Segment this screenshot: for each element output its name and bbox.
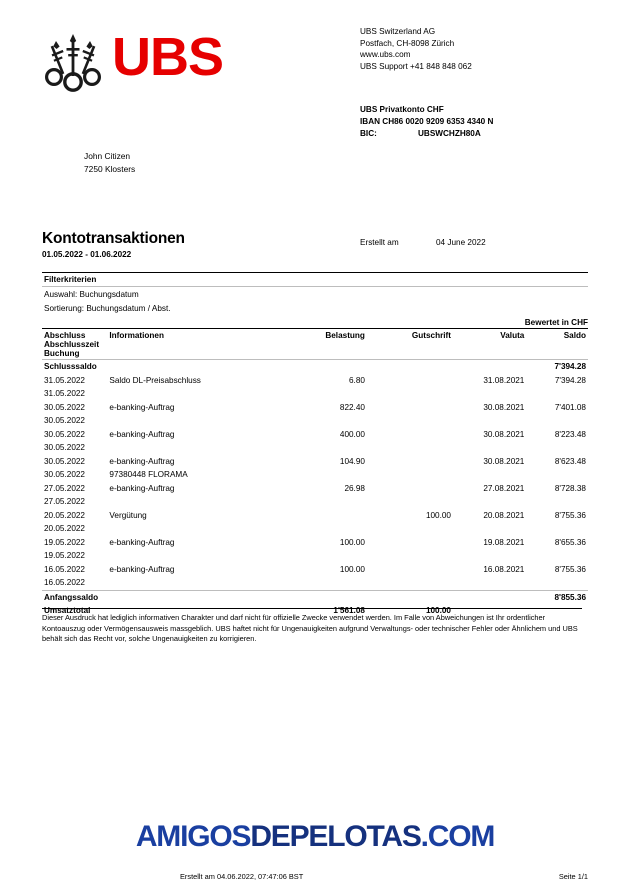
row-info2 (107, 495, 280, 509)
table-row (42, 401, 588, 415)
row-debit: 400.00 (339, 429, 365, 439)
row-saldo: 8'755.36 (554, 510, 586, 520)
account-bic-value: UBSWCHZH80A (418, 129, 481, 138)
row-spacer (453, 576, 526, 590)
row-spacer (367, 441, 453, 455)
row-spacer (281, 441, 367, 455)
row-valuta: 16.08.2021 (483, 564, 525, 574)
title-block (42, 230, 588, 259)
table-row (42, 536, 588, 550)
footer-created: Erstellt am 04.06.2022, 07:47:06 BST (180, 872, 304, 881)
row-date: 27.05.2022 (44, 483, 85, 493)
row-info2 (107, 414, 280, 428)
table-subrow (42, 387, 588, 401)
row-credit: 100.00 (425, 510, 451, 520)
row-date: 30.05.2022 (44, 456, 85, 466)
closing-balance-saldo: 7'394.28 (526, 360, 588, 374)
opening-balance-saldo: 8'855.36 (526, 590, 588, 604)
closing-balance-row (42, 360, 588, 374)
row-credit (367, 428, 453, 442)
company-line: UBS Support +41 848 848 062 (360, 61, 472, 71)
row-valuta: 31.08.2021 (483, 375, 525, 385)
table-row (42, 428, 588, 442)
row-saldo: 7'394.28 (554, 375, 586, 385)
date-range: 01.05.2022 - 01.06.2022 (42, 250, 132, 259)
row-credit (367, 455, 453, 469)
company-line: Postfach, CH-8098 Zürich (360, 38, 455, 48)
row-info: Saldo DL-Preisabschluss (109, 375, 201, 385)
created-label: Erstellt am (360, 238, 399, 247)
row-debit: 26.98 (344, 483, 365, 493)
company-address (360, 26, 472, 72)
account-product: UBS Privatkonto CHF (360, 105, 444, 114)
account-details (360, 104, 493, 140)
table-header-row (42, 329, 588, 360)
row-debit: 822.40 (339, 402, 365, 412)
row-spacer (526, 414, 588, 428)
row-spacer (281, 495, 367, 509)
turnover-credit: 100.00 (425, 606, 451, 615)
row-info2 (107, 441, 280, 455)
filter-title: Filterkriterien (42, 272, 588, 287)
row-spacer (367, 522, 453, 536)
watermark-part3: .COM (420, 820, 495, 853)
header-date-l2: Abschlusszeit (44, 340, 100, 349)
row-spacer (281, 468, 367, 482)
filter-sorting: Sortierung: Buchungsdatum / Abst. (44, 304, 171, 313)
row-debit: 100.00 (339, 564, 365, 574)
row-info: e-banking-Auftrag (109, 402, 175, 412)
row-saldo: 8'623.48 (554, 456, 586, 466)
watermark-part1: AMIGOS (135, 820, 251, 853)
row-spacer (526, 576, 588, 590)
account-bic-label: BIC: (360, 129, 377, 138)
row-info2: 97380448 FLORAMA (109, 470, 188, 479)
row-spacer (281, 522, 367, 536)
row-spacer (526, 441, 588, 455)
watermark (0, 820, 630, 854)
closing-balance-credit (367, 360, 453, 374)
row-credit (367, 563, 453, 577)
opening-balance-label: Anfangssaldo (42, 590, 107, 604)
table-subrow (42, 576, 588, 590)
row-saldo: 8'728.38 (554, 483, 586, 493)
account-iban: IBAN CH86 0020 9209 6353 4340 N (360, 117, 494, 126)
row-info: e-banking-Auftrag (109, 483, 175, 493)
row-spacer (526, 468, 588, 482)
transactions-table (42, 328, 588, 618)
row-spacer (453, 441, 526, 455)
row-spacer (367, 387, 453, 401)
row-spacer (453, 414, 526, 428)
row-saldo: 7'401.08 (554, 402, 586, 412)
row-debit: 100.00 (339, 537, 365, 547)
addressee-city: 7250 Klosters (84, 164, 136, 174)
row-spacer (367, 414, 453, 428)
row-info: e-banking-Auftrag (109, 564, 175, 574)
row-spacer (526, 387, 588, 401)
filter-selection: Auswahl: Buchungsdatum (44, 290, 139, 299)
company-line: www.ubs.com (360, 50, 411, 59)
row-info2 (107, 576, 280, 590)
row-date2: 31.05.2022 (44, 389, 85, 398)
row-valuta: 20.08.2021 (483, 510, 525, 520)
row-date2: 27.05.2022 (44, 497, 85, 506)
row-info2 (107, 387, 280, 401)
row-credit (367, 482, 453, 496)
row-date: 30.05.2022 (44, 402, 85, 412)
account-bic-row (360, 128, 493, 140)
row-date2: 30.05.2022 (44, 470, 85, 479)
table-row (42, 563, 588, 577)
row-saldo: 8'223.48 (554, 429, 586, 439)
row-spacer (453, 495, 526, 509)
header-date-l3: Buchung (44, 349, 80, 358)
valuation-note: Bewertet in CHF (524, 318, 588, 327)
row-date: 19.05.2022 (44, 537, 85, 547)
row-date2: 16.05.2022 (44, 578, 85, 587)
transactions-section (42, 318, 588, 618)
closing-balance-valuta (453, 360, 526, 374)
opening-balance-valuta (453, 590, 526, 604)
row-info: Vergütung (109, 510, 147, 520)
watermark-part2: DEPELOTAS (250, 820, 421, 853)
table-row (42, 482, 588, 496)
row-valuta: 19.08.2021 (483, 537, 525, 547)
row-saldo: 8'755.36 (554, 564, 586, 574)
table-subrow (42, 414, 588, 428)
row-spacer (281, 387, 367, 401)
disclaimer-text: Dieser Ausdruck hat lediglich informativen Charakter und darf nicht für offizielle Zwecke verwendet werden. Im Falle von Abweichungen ist Ihr ordentlicher Kontoauszug oder Vermögensausweis massgeblich. UBS haftet nicht für Ungenauigkeiten aufgrund Verwaltungs- oder technischer Fehler oder Ähnlichem und UBS behält sich das Recht vor, solche Ungenauigkeiten zu korrigieren. (42, 608, 582, 645)
table-subrow (42, 441, 588, 455)
row-credit (367, 401, 453, 415)
row-spacer (526, 495, 588, 509)
row-spacer (367, 468, 453, 482)
closing-balance-label: Schlusssaldo (42, 360, 107, 374)
filter-criteria (42, 272, 588, 315)
addressee-block (84, 150, 135, 176)
row-info2 (107, 522, 280, 536)
row-info: e-banking-Auftrag (109, 429, 175, 439)
page-title: Kontotransaktionen (42, 230, 185, 247)
row-spacer (281, 414, 367, 428)
row-info2 (107, 549, 280, 563)
table-subrow (42, 549, 588, 563)
ubs-wordmark: UBS (112, 27, 224, 87)
row-valuta: 27.08.2021 (483, 483, 525, 493)
table-row (42, 374, 588, 388)
row-info: e-banking-Auftrag (109, 537, 175, 547)
row-spacer (453, 468, 526, 482)
header-valuta: Valuta (453, 329, 526, 360)
header-debit: Belastung (281, 329, 367, 360)
addressee-name: John Citizen (84, 151, 131, 161)
row-spacer (526, 522, 588, 536)
footer-page-number: Seite 1/1 (558, 872, 588, 881)
row-debit: 104.90 (339, 456, 365, 466)
opening-balance-credit (367, 590, 453, 604)
header-saldo: Saldo (526, 329, 588, 360)
created-value: 04 June 2022 (436, 238, 486, 247)
company-line: UBS Switzerland AG (360, 27, 436, 36)
closing-balance-info (107, 360, 280, 374)
row-spacer (281, 576, 367, 590)
row-credit (367, 374, 453, 388)
table-subrow (42, 468, 588, 482)
row-spacer (526, 549, 588, 563)
table-row (42, 455, 588, 469)
opening-balance-info (107, 590, 280, 604)
row-spacer (281, 549, 367, 563)
row-spacer (453, 522, 526, 536)
row-spacer (367, 495, 453, 509)
row-date2: 19.05.2022 (44, 551, 85, 560)
row-date: 30.05.2022 (44, 429, 85, 439)
row-spacer (367, 576, 453, 590)
opening-balance-debit (281, 590, 367, 604)
row-date: 20.05.2022 (44, 510, 85, 520)
turnover-label: Umsatztotal (44, 606, 91, 615)
row-spacer (453, 387, 526, 401)
row-saldo: 8'655.36 (554, 537, 586, 547)
row-credit (367, 536, 453, 550)
table-row (42, 509, 588, 523)
table-subrow (42, 495, 588, 509)
row-date2: 30.05.2022 (44, 416, 85, 425)
row-date: 31.05.2022 (44, 375, 85, 385)
row-valuta: 30.08.2021 (483, 429, 525, 439)
turnover-debit: 1'561.08 (333, 606, 365, 615)
row-date2: 20.05.2022 (44, 524, 85, 533)
row-debit: 6.80 (349, 375, 365, 385)
row-valuta: 30.08.2021 (483, 456, 525, 466)
header-date-l1: Abschluss (44, 331, 86, 340)
row-date: 16.05.2022 (44, 564, 85, 574)
document-header (0, 18, 630, 138)
opening-balance-row (42, 590, 588, 604)
row-debit (281, 509, 367, 523)
table-subrow (42, 522, 588, 536)
header-date (42, 329, 107, 360)
row-spacer (367, 549, 453, 563)
row-spacer (453, 549, 526, 563)
row-info: e-banking-Auftrag (109, 456, 175, 466)
ubs-keys-icon (42, 32, 104, 94)
header-info: Informationen (107, 329, 280, 360)
header-credit: Gutschrift (367, 329, 453, 360)
row-date2: 30.05.2022 (44, 443, 85, 452)
row-valuta: 30.08.2021 (483, 402, 525, 412)
closing-balance-debit (281, 360, 367, 374)
